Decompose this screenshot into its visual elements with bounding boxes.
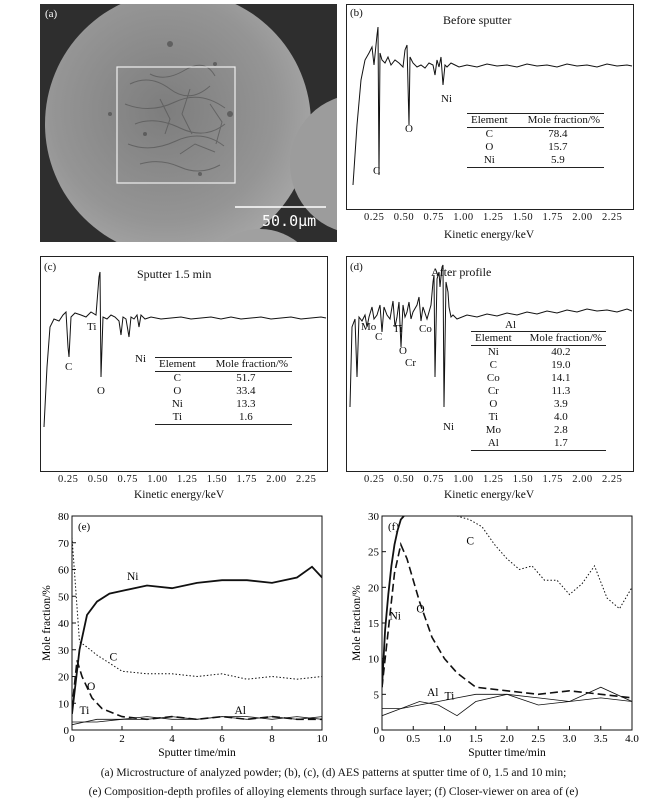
peak-label-ti: Ti bbox=[393, 323, 403, 335]
panel-d-spectrum bbox=[346, 256, 634, 472]
peak-label-c: C bbox=[375, 331, 383, 343]
table-header: Mole fraction/% bbox=[512, 114, 604, 128]
table-cell: 19.0 bbox=[551, 359, 571, 371]
peak-label-mo: Mo bbox=[361, 321, 377, 333]
y-tick-label: 0 bbox=[373, 725, 379, 737]
panel-b-trace bbox=[347, 5, 633, 209]
series-line-ni bbox=[72, 567, 322, 714]
table-cell: 51.7 bbox=[236, 372, 256, 384]
plot-frame bbox=[382, 516, 632, 730]
panel-a-label: (a) bbox=[45, 8, 58, 20]
series-label-c: C bbox=[466, 535, 475, 548]
table-cell: C bbox=[485, 128, 493, 140]
panel-c-title: Sputter 1.5 min bbox=[137, 267, 212, 281]
table-cell: Co bbox=[486, 372, 500, 384]
figure-caption-line-2: (e) Composition-depth profiles of alloying elements through surface layer; (f) Closer-viewer on area of (e) bbox=[88, 786, 579, 798]
series-line-o bbox=[382, 545, 632, 698]
table-cell: Ni bbox=[171, 398, 183, 410]
panel-b-title: Before sputter bbox=[443, 13, 512, 27]
table-header: Element bbox=[155, 358, 200, 372]
table-cell: Ni bbox=[467, 154, 512, 168]
table-cell: 4.0 bbox=[553, 411, 568, 423]
panel-label: (f) bbox=[388, 521, 399, 533]
table-cell: 5.9 bbox=[512, 154, 604, 168]
table-cell: O bbox=[485, 141, 494, 153]
panel-c-table bbox=[155, 357, 292, 425]
y-tick-label: 50 bbox=[58, 591, 69, 604]
table-cell: 3.9 bbox=[553, 398, 568, 410]
table-cell: 13.3 bbox=[236, 398, 256, 410]
y-tick-label: 10 bbox=[368, 653, 379, 666]
y-tick-label: 5 bbox=[373, 689, 379, 702]
table-cell: Ti bbox=[488, 411, 499, 423]
table-header: Mole fraction/% bbox=[200, 358, 292, 372]
peak-label-o: O bbox=[399, 345, 407, 357]
x-tick-label: 2 bbox=[119, 733, 125, 745]
y-tick-label: 70 bbox=[58, 537, 69, 550]
x-tick-label: 0 bbox=[69, 733, 75, 745]
x-axis-label: Sputter time/min bbox=[468, 747, 546, 758]
table-cell: 2.8 bbox=[553, 424, 568, 436]
peak-label-ni: Ni bbox=[441, 93, 452, 105]
y-tick-label: 20 bbox=[58, 671, 69, 684]
y-tick-label: 80 bbox=[58, 511, 69, 523]
table-cell: 11.3 bbox=[551, 385, 571, 397]
table-cell: 40.2 bbox=[551, 346, 571, 358]
peak-label-o: O bbox=[405, 123, 413, 135]
series-label-c: C bbox=[109, 651, 118, 664]
peak-label-cr: Cr bbox=[405, 357, 416, 369]
series-line-c bbox=[457, 516, 632, 609]
panel-b-table bbox=[467, 113, 604, 168]
y-tick-label: 30 bbox=[368, 511, 379, 523]
x-tick-label: 6 bbox=[219, 733, 225, 745]
series-label-ti: Ti bbox=[79, 704, 90, 717]
panel-b-spectrum bbox=[346, 4, 634, 210]
y-axis-label: Mole fraction/% bbox=[351, 585, 363, 661]
x-tick-label: 0.5 bbox=[406, 733, 421, 745]
table-cell: Ti bbox=[155, 411, 200, 425]
x-tick-label: 3.5 bbox=[593, 733, 608, 745]
table-cell: 33.4 bbox=[236, 385, 256, 397]
series-label-ni: Ni bbox=[389, 610, 401, 623]
chart-e bbox=[28, 510, 334, 758]
y-tick-label: 0 bbox=[63, 725, 69, 737]
series-line-o bbox=[72, 660, 322, 719]
panel-b-label: (b) bbox=[350, 7, 363, 19]
x-axis-label: Sputter time/min bbox=[158, 747, 236, 758]
peak-label-al: Al bbox=[505, 319, 516, 331]
table-cell: C bbox=[173, 372, 181, 384]
table-cell: O bbox=[489, 398, 498, 410]
panel-d-table bbox=[471, 331, 606, 451]
panel-c-spectrum bbox=[40, 256, 328, 472]
table-cell: 14.1 bbox=[551, 372, 571, 384]
panel-b-xlabel: Kinetic energy/keV bbox=[444, 229, 535, 241]
plot-frame bbox=[72, 516, 322, 730]
x-tick-label: 4 bbox=[169, 733, 175, 745]
table-cell: Ni bbox=[487, 346, 499, 358]
panel-d-title: After profile bbox=[431, 265, 492, 279]
series-label-o: O bbox=[87, 680, 96, 693]
chart-f bbox=[348, 510, 648, 758]
peak-label-c: C bbox=[65, 361, 73, 373]
table-header: Mole fraction/% bbox=[516, 332, 606, 346]
y-tick-label: 25 bbox=[368, 546, 379, 559]
panel-b-ticks: 0.25 0.50 0.75 1.00 1.25 1.50 1.75 2.00 2.25 bbox=[364, 212, 623, 223]
series-label-ti: Ti bbox=[444, 690, 455, 703]
panel-label: (e) bbox=[78, 521, 91, 533]
x-tick-label: 0 bbox=[379, 733, 385, 745]
table-cell: O bbox=[173, 385, 182, 397]
peak-label-o: O bbox=[97, 385, 105, 397]
sem-image-drawing bbox=[40, 4, 337, 242]
scale-bar-label: 50.0µm bbox=[262, 212, 317, 230]
table-cell: Al bbox=[471, 437, 516, 451]
x-tick-label: 2.0 bbox=[500, 733, 514, 745]
y-tick-label: 20 bbox=[368, 582, 379, 595]
x-tick-label: 3.0 bbox=[562, 733, 577, 745]
x-tick-label: 10 bbox=[316, 733, 328, 745]
table-cell: 15.7 bbox=[548, 141, 568, 153]
peak-label-c: C bbox=[373, 165, 381, 177]
table-cell: Cr bbox=[487, 385, 499, 397]
panel-d-ticks: 0.25 0.50 0.75 1.00 1.25 1.50 1.75 2.00 2.25 bbox=[364, 474, 623, 485]
panel-d-label: (d) bbox=[350, 261, 363, 273]
y-tick-label: 15 bbox=[368, 618, 379, 630]
x-tick-label: 8 bbox=[269, 733, 275, 745]
table-cell: 1.7 bbox=[516, 437, 606, 451]
table-header: Element bbox=[471, 332, 516, 346]
table-cell: 78.4 bbox=[548, 128, 568, 140]
panel-d-xlabel: Kinetic energy/keV bbox=[444, 489, 535, 501]
x-tick-label: 1.0 bbox=[437, 733, 452, 745]
y-axis-label: Mole fraction/% bbox=[41, 585, 53, 661]
series-label-o: O bbox=[416, 603, 425, 616]
y-tick-label: 30 bbox=[58, 644, 69, 657]
x-tick-label: 4.0 bbox=[625, 733, 639, 745]
sem-micrograph bbox=[40, 4, 337, 242]
x-tick-label: 2.5 bbox=[531, 733, 546, 745]
peak-label-ni: Ni bbox=[135, 353, 146, 365]
panel-c-label: (c) bbox=[44, 261, 57, 273]
x-tick-label: 1.5 bbox=[468, 733, 483, 745]
series-label-al: Al bbox=[234, 704, 246, 717]
table-cell: Mo bbox=[485, 424, 501, 436]
peak-label-ni: Ni bbox=[443, 421, 454, 433]
panel-c-xlabel: Kinetic energy/keV bbox=[134, 489, 225, 501]
series-line-al bbox=[72, 717, 322, 725]
y-tick-label: 60 bbox=[58, 564, 69, 577]
peak-label-co: Co bbox=[419, 323, 432, 335]
y-tick-label: 40 bbox=[58, 618, 69, 630]
panel-c-ticks: 0.25 0.50 0.75 1.00 1.25 1.50 1.75 2.00 2.25 bbox=[58, 474, 317, 485]
series-label-al: Al bbox=[427, 686, 439, 699]
table-header: Element bbox=[467, 114, 512, 128]
y-tick-label: 10 bbox=[58, 698, 69, 711]
table-cell: 1.6 bbox=[200, 411, 292, 425]
peak-label-ti: Ti bbox=[87, 321, 97, 333]
figure-caption-line-1: (a) Microstructure of analyzed powder; (b), (c), (d) AES patterns at sputter time of 0, 1.5 and 10 min; bbox=[100, 767, 567, 779]
table-cell: C bbox=[489, 359, 497, 371]
series-label-ni: Ni bbox=[127, 571, 139, 584]
